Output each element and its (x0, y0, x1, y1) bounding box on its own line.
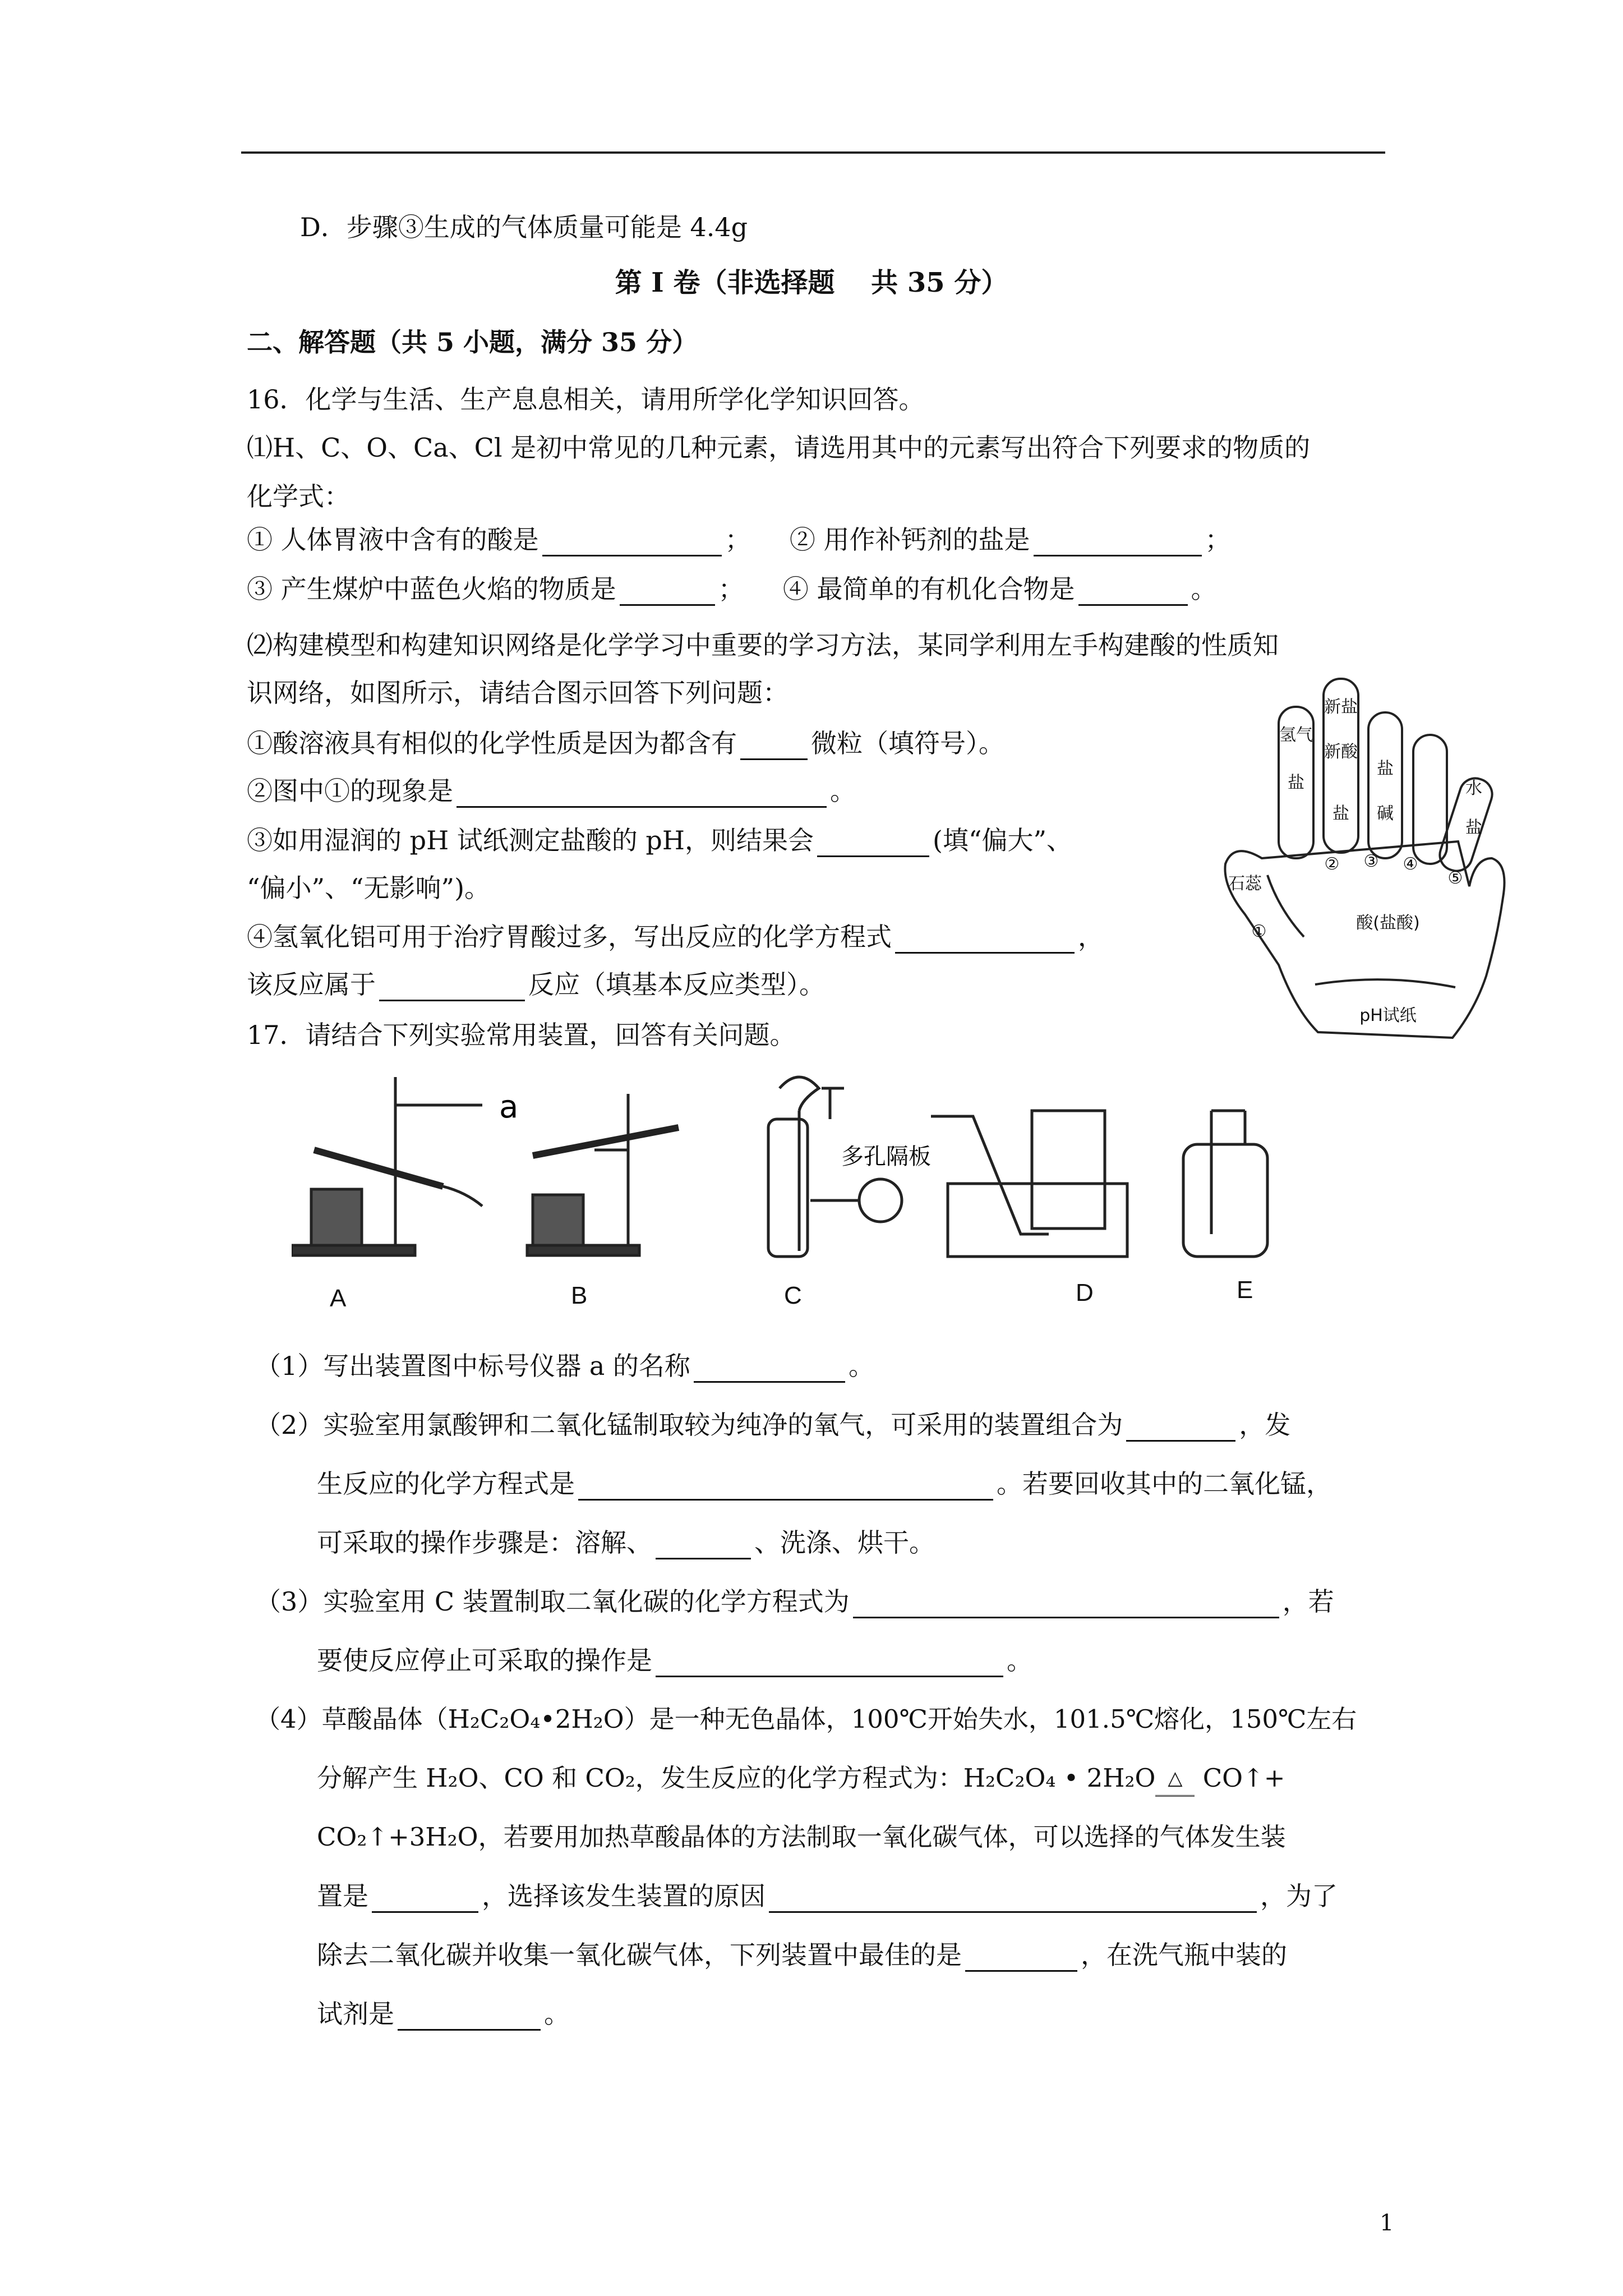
q17-item4-end: 。 (544, 1999, 570, 2029)
answer-blank[interactable] (457, 780, 827, 808)
q16-sub3 (247, 823, 1072, 857)
q16-sub4-end: 反应（填基本反应类型）。 (528, 969, 825, 1000)
hand-finger2-newacid: 新酸 (1324, 742, 1358, 762)
answer-blank[interactable] (379, 974, 525, 1001)
q17-item3-text2: 要使反应停止可采取的操作是 (317, 1645, 652, 1676)
apparatus-figure (292, 1066, 1335, 1290)
q16-p1-line2: 化学式： (247, 481, 350, 512)
answer-blank[interactable] (398, 2003, 541, 2031)
q17-item4-line6 (317, 1997, 570, 2031)
q17-item1-text: （1）写出装置图中标号仪器 a 的名称 (255, 1351, 690, 1381)
q16-item4-end: 。 (1191, 574, 1217, 604)
q16-sub3-line2: “偏小”、“无影响”)。 (247, 873, 491, 903)
answer-blank[interactable] (965, 1944, 1077, 1972)
answer-blank[interactable] (853, 1591, 1279, 1618)
hand-num2: ② (1324, 854, 1340, 874)
q17-item2-mid: ，发 (1239, 1410, 1291, 1440)
q17-item4-text: 分解产生 H₂O、CO 和 CO₂，发生反应的化学方程式为：H₂C₂O₄ • 2H₂O (317, 1763, 1156, 1793)
answer-blank[interactable] (1078, 578, 1188, 606)
q17-item2-text2: 生反应的化学方程式是 (317, 1469, 575, 1499)
answer-blank[interactable] (817, 830, 929, 857)
q17-item2-text3: 。若要回收其中的二氧化锰， (997, 1469, 1332, 1499)
answer-blank[interactable] (769, 1885, 1257, 1913)
q17-item3-line2 (317, 1644, 1032, 1677)
q15-option-d: D．步骤③生成的气体质量可能是 4.4g (300, 212, 748, 242)
page-number: 1 (1380, 2210, 1394, 2236)
answer-blank[interactable] (578, 1473, 993, 1501)
apparatus-label-a: A (330, 1285, 347, 1312)
hand-palm-label: 酸(盐酸) (1356, 913, 1420, 933)
label-a: a (499, 1089, 519, 1125)
answer-blank[interactable] (694, 1355, 845, 1383)
q16-item2: ② 用作补钙剂的盐是 (789, 524, 1030, 555)
q16-sub2 (247, 774, 856, 808)
q17-item4-line5 (317, 1938, 1287, 1972)
answer-blank[interactable] (740, 733, 808, 760)
hand-finger4-salt: 盐 (1465, 818, 1482, 838)
q16-item4: ④ 最简单的有机化合物是 (782, 574, 1075, 604)
q17-item2-text5: 、洗涤、烘干。 (754, 1527, 935, 1558)
q17-item2-line1 (255, 1408, 1290, 1442)
apparatus-label-e: E (1237, 1276, 1253, 1304)
q16-sub1 (247, 726, 1004, 760)
q16-item3: ③ 产生煤炉中蓝色火焰的物质是 (247, 574, 616, 604)
q17-item2-text4: 可采取的操作步骤是：溶解、 (317, 1527, 652, 1558)
q17-item2-line3 (317, 1526, 935, 1559)
answer-blank[interactable] (656, 1532, 751, 1559)
hand-finger2-newsalt: 新盐 (1324, 697, 1358, 717)
apparatus-a-base (292, 1245, 415, 1255)
answer-blank[interactable] (372, 1885, 478, 1913)
q16-sub1-end: 微粒（填符号）。 (811, 728, 1004, 758)
q17-item4-line3: CO₂↑+3H₂O，若要用加热草酸晶体的方法制取一氧化碳气体，可以选择的气体发生装 (317, 1822, 1286, 1852)
q17-item4-line2 (317, 1761, 1285, 1797)
q16-stem: 16．化学与生活、生产息息相关，请用所学化学知识回答。 (247, 384, 925, 415)
q16-p1-line1: ⑴H、C、O、Ca、Cl 是初中常见的几种元素，请选用其中的元素写出符合下列要求的物质的 (247, 432, 1311, 463)
hand-finger4-water: 水 (1465, 779, 1482, 798)
hand-finger1-label: 氢气 (1279, 725, 1313, 745)
q17-item3-end: 。 (1007, 1645, 1032, 1676)
q17-item1 (255, 1349, 874, 1383)
part-title: 二、解答题（共 5 小题，满分 35 分） (247, 327, 698, 357)
heat-symbol: △ (1155, 1761, 1195, 1797)
q16-row1 (247, 523, 1231, 556)
q17-item3-line1 (255, 1585, 1334, 1618)
q16-item1-end: ； (725, 524, 751, 555)
q17-item4-text7: 试剂是 (317, 1999, 394, 2029)
q16-sub3-text: ③如用湿润的 pH 试纸测定盐酸的 pH，则结果会 (247, 825, 814, 855)
hand-wrist-label: pH试纸 (1359, 1006, 1417, 1025)
q17-item3-mid: ，若 (1282, 1586, 1334, 1617)
hand-finger3-base: 碱 (1377, 804, 1394, 823)
q16-sub2-end: 。 (830, 776, 856, 806)
q16-sub4 (247, 920, 1104, 954)
q16-sub3-mid: (填“偏大”、 (933, 825, 1072, 855)
hand-diagram (1211, 673, 1514, 1055)
label-porous-plate: 多孔隔板 (841, 1144, 931, 1170)
hand-num4: ④ (1403, 854, 1418, 874)
q17-item4-text4: ，为了 (1260, 1881, 1338, 1911)
apparatus-label-d: D (1076, 1279, 1094, 1306)
q16-sub2-text: ②图中①的现象是 (247, 776, 453, 806)
header-rule (241, 151, 1385, 154)
answer-blank[interactable] (656, 1650, 1003, 1677)
q17-item4-text2: 置是 (317, 1881, 368, 1911)
answer-blank[interactable] (1034, 529, 1202, 556)
q17-item2-line2 (317, 1467, 1332, 1501)
hand-litmus-label: 石蕊 (1228, 874, 1262, 894)
section-title: 第 I 卷（非选择题 共 35 分） (615, 267, 1008, 298)
hand-num1: ① (1251, 922, 1267, 941)
q16-p2-line2: 识网络，如图所示，请结合图示回答下列问题： (247, 678, 789, 708)
hand-finger1-salt: 盐 (1288, 773, 1304, 793)
q16-item3-end: ； (718, 574, 744, 604)
hand-finger3-salt: 盐 (1377, 759, 1394, 779)
answer-blank[interactable] (620, 578, 715, 606)
q17-item3-text: （3）实验室用 C 装置制取二氧化碳的化学方程式为 (255, 1586, 850, 1617)
q17-item4-line4 (317, 1879, 1338, 1913)
apparatus-label-b: B (571, 1282, 588, 1309)
answer-blank[interactable] (542, 529, 722, 556)
q17-item2-text: （2）实验室用氯酸钾和二氧化锰制取较为纯净的氧气，可采用的装置组合为 (255, 1410, 1123, 1440)
q17-item1-end: 。 (848, 1351, 874, 1381)
apparatus-label-c: C (784, 1282, 802, 1309)
hand-num5: ⑤ (1447, 868, 1463, 888)
q17-stem: 17．请结合下列实验常用装置，回答有关问题。 (247, 1020, 796, 1050)
q16-row2 (247, 572, 1217, 606)
q17-item4-line1: （4）草酸晶体（H₂C₂O₄•2H₂O）是一种无色晶体，100℃开始失水，101.5℃熔化，150℃左右 (255, 1704, 1357, 1734)
answer-blank[interactable] (1126, 1414, 1235, 1442)
hand-finger2-salt: 盐 (1332, 804, 1349, 823)
q17-item4-product: CO↑+ (1202, 1763, 1285, 1793)
q16-sub1-text: ①酸溶液具有相似的化学性质是因为都含有 (247, 728, 737, 758)
q16-item1: ① 人体胃液中含有的酸是 (247, 524, 539, 555)
q16-sub4-prefix: 该反应属于 (247, 969, 376, 1000)
q16-p2-line1: ⑵构建模型和构建知识网络是化学学习中重要的学习方法，某同学利用左手构建酸的性质知 (247, 630, 1279, 660)
q17-item4-text6: ，在洗气瓶中装的 (1081, 1940, 1287, 1970)
hand-num3: ③ (1363, 852, 1379, 871)
answer-blank[interactable] (895, 926, 1075, 954)
q17-item4-text3: ，选择该发生装置的原因 (482, 1881, 766, 1911)
q16-sub4-comma: ， (1078, 922, 1104, 952)
q17-item4-text5: 除去二氧化碳并收集一氧化碳气体，下列装置中最佳的是 (317, 1940, 962, 1970)
q16-item2-end: ； (1205, 524, 1231, 555)
q16-sub4-line2 (247, 968, 825, 1001)
q16-sub4-text: ④氢氧化铝可用于治疗胃酸过多，写出反应的化学方程式 (247, 922, 892, 952)
